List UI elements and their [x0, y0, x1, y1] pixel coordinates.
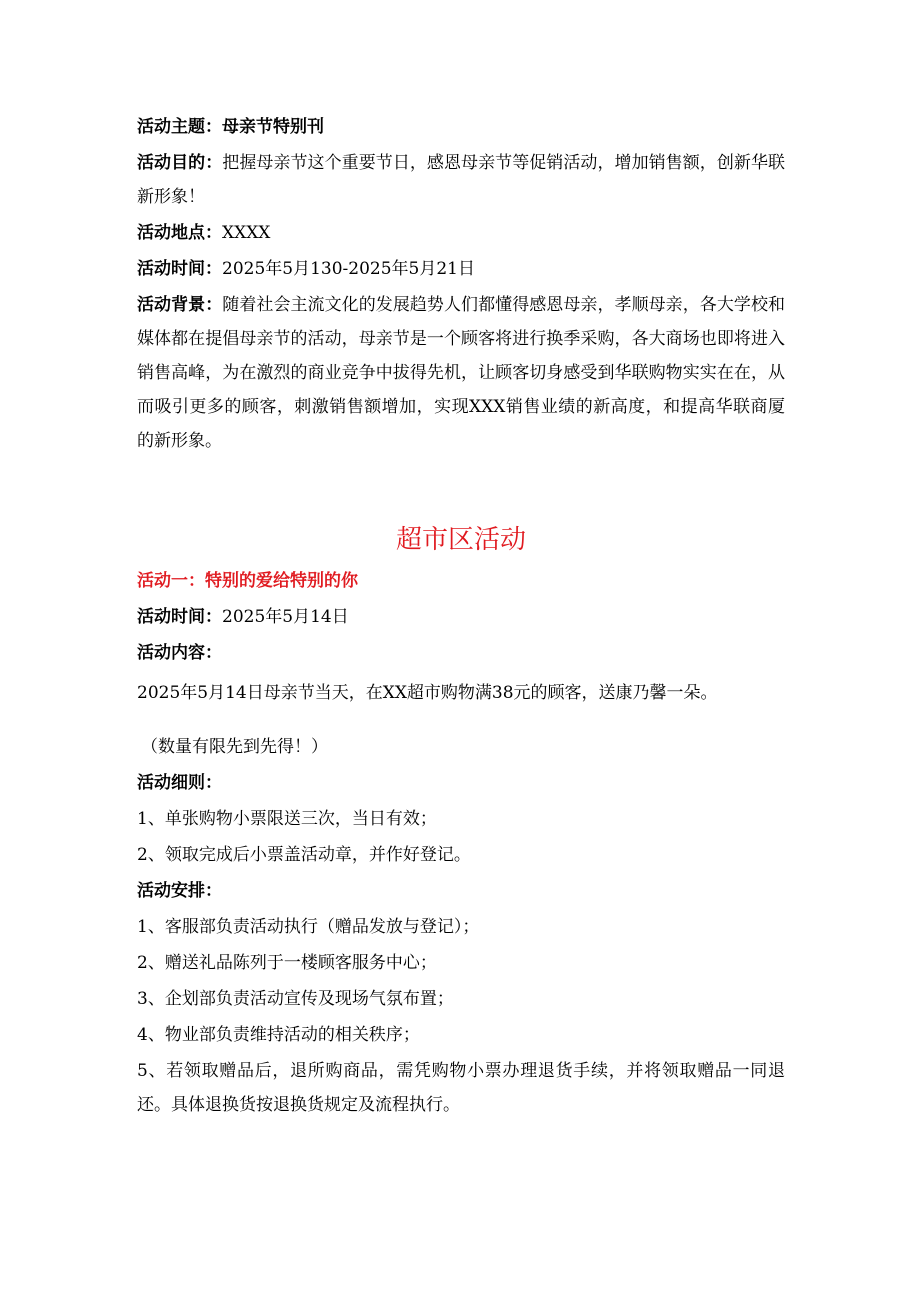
theme-label: 活动主题： [137, 117, 222, 137]
activity-title: 活动一：特别的爱给特别的你 [137, 571, 358, 591]
background-line [137, 288, 785, 458]
activity-time-value: 2025年5月14日 [222, 607, 349, 627]
arrangement-item: 1、客服部负责活动执行（赠品发放与登记）； [137, 917, 480, 937]
rules-label: 活动细则： [137, 773, 222, 793]
arrangement-item: 3、企划部负责活动宣传及现场气氛布置； [137, 989, 454, 1009]
rule-item: 2、领取完成后小票盖活动章，并作好登记。 [137, 845, 471, 865]
arrangement-label: 活动安排： [137, 881, 222, 901]
background-value: 随着社会主流文化的发展趋势人们都懂得感恩母亲，孝顺母亲，各大学校和媒体都在提倡母亲节的活动，母亲节是一个顾客将进行换季采购，各大商场也即将进入销售高峰，为在激烈的商业竞争中拔得先机，让顾客切身感受到华联购物实实在在，从而吸引更多的顾客，刺激销售额增加，实现XXX销售业绩的新高度，和提高华联商厦的新形象。 [137, 295, 786, 451]
location-label: 活动地点： [137, 223, 222, 243]
location-line [137, 216, 785, 250]
document-page [137, 110, 785, 1124]
location-value: XXXX [222, 223, 271, 243]
content-text: 2025年5月14日母亲节当天，在XX超市购物满38元的顾客，送康乃馨一朵。 [137, 683, 718, 703]
time-line [137, 252, 785, 286]
theme-line [137, 110, 785, 144]
purpose-value: 把握母亲节这个重要节日，感恩母亲节等促销活动，增加销售额，创新华联新形象！ [137, 153, 786, 207]
time-label: 活动时间： [137, 259, 222, 279]
theme-value: 母亲节特别刊 [222, 117, 324, 137]
rule-item: 1、单张购物小票限送三次，当日有效； [137, 809, 437, 829]
activity-time-line [137, 600, 785, 634]
activity-time-label: 活动时间： [137, 607, 222, 627]
purpose-line [137, 146, 785, 214]
arrangement-item: 4、物业部负责维持活动的相关秩序； [137, 1025, 420, 1045]
content-label: 活动内容： [137, 643, 222, 663]
section-title: 超市区活动 [395, 525, 526, 555]
purpose-label: 活动目的： [137, 153, 223, 173]
limited-note: （数量有限先到先得！） [141, 737, 328, 757]
background-label: 活动背景： [137, 295, 223, 315]
arrangement-item: 2、赠送礼品陈列于一楼顾客服务中心； [137, 953, 437, 973]
time-value: 2025年5月130-2025年5月21日 [222, 259, 475, 279]
arrangement-item: 5、若领取赠品后，退所购商品，需凭购物小票办理退货手续，并将领取赠品一同退还。具体退换货按退换货规定及流程执行。 [137, 1061, 785, 1115]
